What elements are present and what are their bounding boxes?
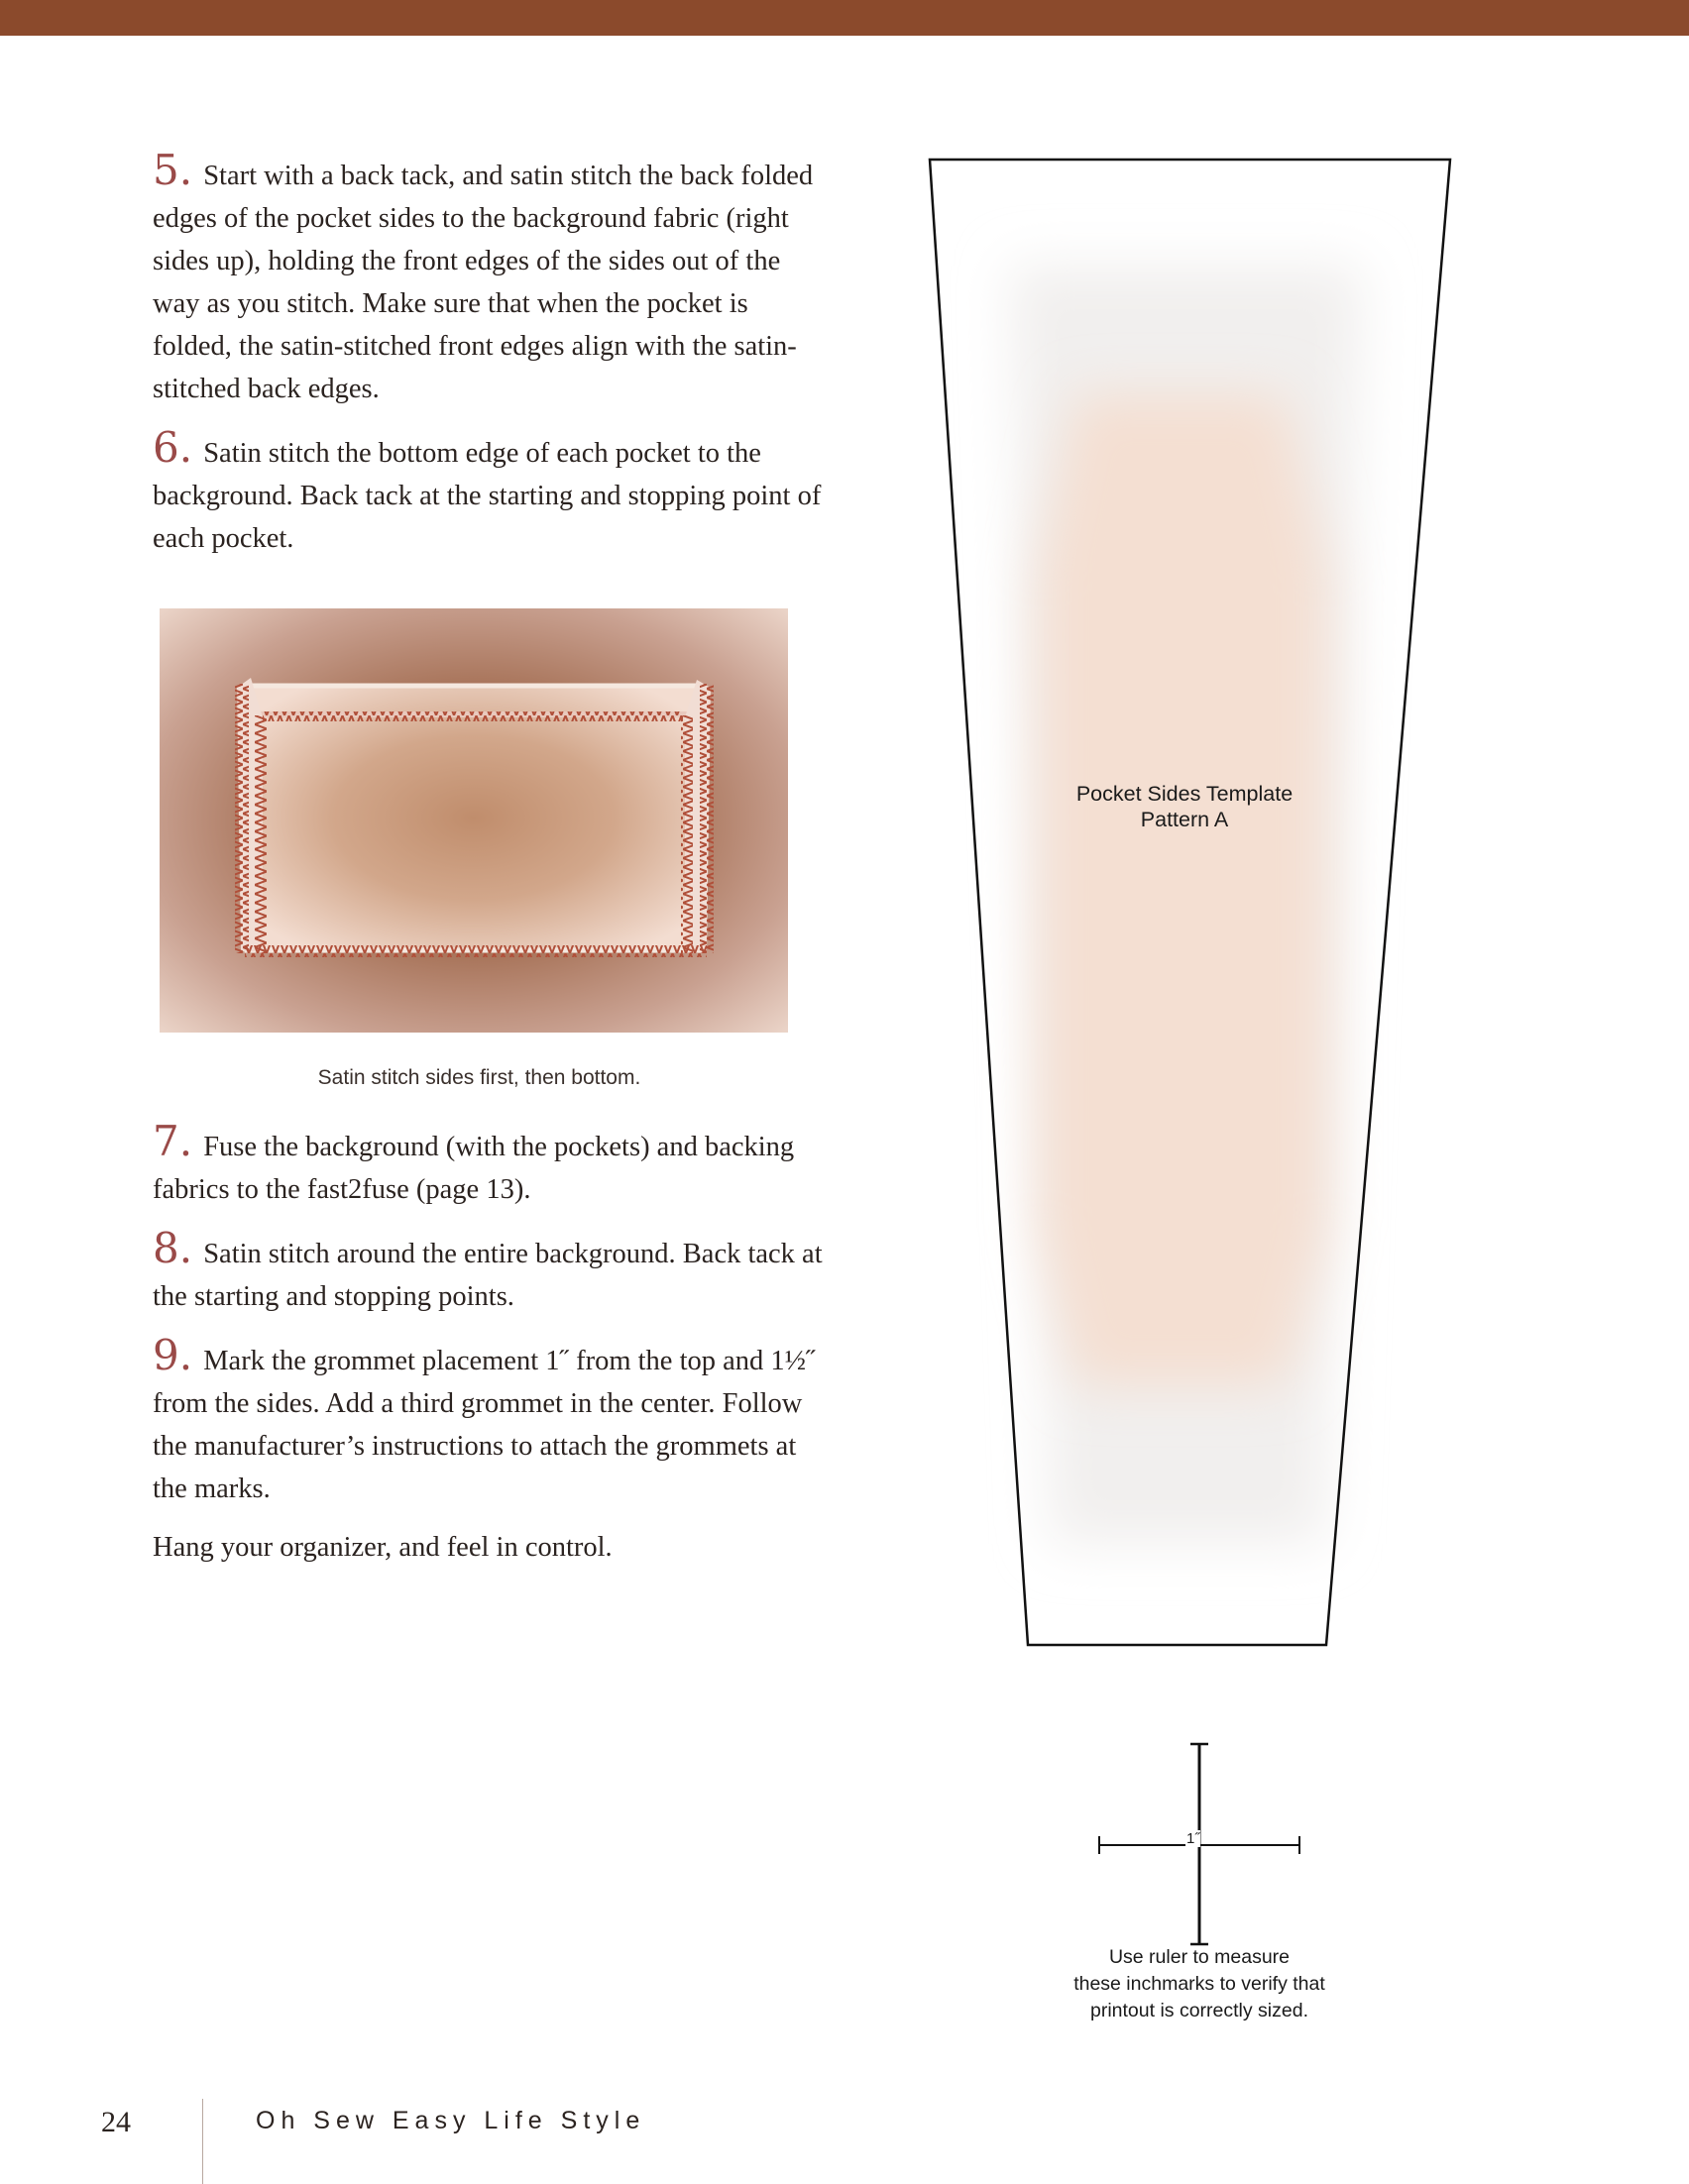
step-5	[153, 146, 827, 410]
ruler-note-line: these inchmarks to verify that	[1073, 1973, 1325, 1995]
ruler-note	[1041, 1944, 1358, 2024]
step-text: Fuse the background (with the pockets) and backing fabrics to the fast2fuse (page 13).	[153, 1132, 795, 1205]
pocket-sides-template	[928, 157, 1453, 1649]
step-text: Satin stitch around the entire background. Back tack at the starting and stopping points.	[153, 1239, 823, 1312]
step-number: 8.	[153, 1224, 193, 1272]
template-subtitle: Pattern A	[1140, 808, 1229, 831]
step-text: Start with a back tack, and satin stitch the back folded edges of the pocket sides to the background fabric (right sides up), holding the front edges of the sides out of the way as you stitch. Make sure that when the pocket is folded, the satin-stitched front edges align with the satin-stitched back edges.	[153, 161, 814, 404]
template-title: Pocket Sides Template	[1075, 782, 1294, 806]
step-number: 9.	[153, 1331, 193, 1379]
template-label	[1051, 781, 1318, 832]
step-number: 5.	[153, 146, 193, 194]
step-7	[153, 1117, 827, 1211]
step-9	[153, 1331, 827, 1510]
closing-line: Hang your organizer, and feel in control.	[153, 1532, 613, 1563]
instructions-column-continued	[153, 1117, 827, 1584]
step-8	[153, 1224, 827, 1318]
running-footer-title: Oh Sew Easy Life Style	[256, 2107, 646, 2134]
top-accent-bar	[0, 0, 1689, 36]
step-number: 7.	[153, 1117, 193, 1165]
step-number: 6.	[153, 423, 193, 472]
step-text: Mark the grommet placement 1˝ from the top and 1½˝ from the sides. Add a third grommet in the center. Follow the manufacturer’s instructions to attach the grommets at the marks.	[153, 1346, 816, 1504]
ruler-note-line: Use ruler to measure	[1108, 1946, 1291, 1968]
ruler-note-line: printout is correctly sized.	[1090, 2000, 1308, 2021]
pocket-illustration	[160, 608, 788, 1033]
step-6	[153, 423, 827, 560]
template-outline	[928, 157, 1453, 1649]
figure-caption: Satin stitch sides first, then bottom.	[317, 1066, 641, 1089]
step-text: Satin stitch the bottom edge of each pocket to the background. Back tack at the starting and stopping point of each pocket.	[153, 438, 822, 554]
pocket-photo	[160, 608, 788, 1033]
footer-divider	[202, 2099, 203, 2184]
page-number: 24	[101, 2106, 131, 2138]
ruler-inch-label: 1˝	[1186, 1830, 1200, 1847]
instructions-column	[153, 146, 827, 576]
